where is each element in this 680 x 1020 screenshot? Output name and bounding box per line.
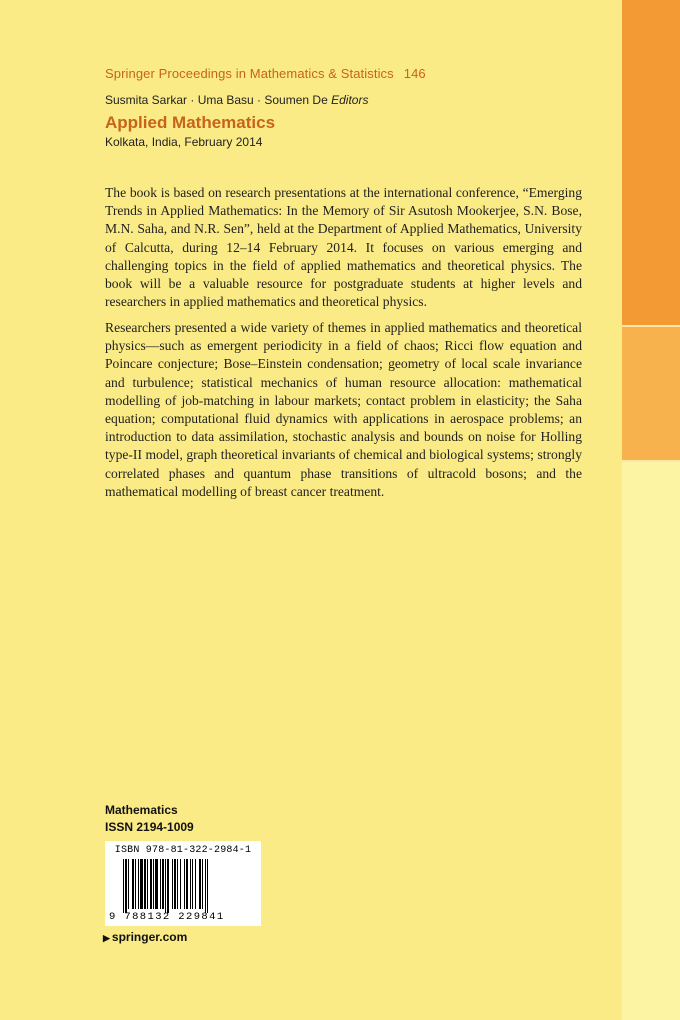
isbn-label: ISBN 978-81-322-2984-1 — [114, 845, 252, 856]
barcode-bar — [125, 859, 127, 913]
book-subtitle: Kolkata, India, February 2014 — [105, 135, 263, 149]
barcode-bar — [199, 859, 201, 909]
barcode-bar — [205, 859, 206, 913]
arrow-icon: ▶ — [103, 933, 110, 943]
publisher-url: springer.com — [111, 930, 188, 944]
book-title: Applied Mathematics — [105, 113, 276, 132]
barcode-bar — [138, 859, 139, 909]
series-volume: 146 — [403, 66, 426, 81]
barcode-bar — [165, 859, 166, 913]
series-line — [105, 66, 426, 81]
barcode-bar — [174, 859, 176, 909]
barcode-bar — [147, 859, 148, 909]
publisher-link[interactable] — [103, 930, 187, 944]
barcode-bar — [207, 859, 208, 913]
stripe-divider — [622, 460, 680, 462]
barcode-bar — [172, 859, 173, 909]
barcode-bar — [184, 859, 185, 909]
barcode-bar — [186, 859, 188, 909]
description-paragraph-1: The book is based on research presentations at the international conference, “Emerging Trends in Applied Mathematics: In the Memory of Sir Asutosh Mookerjee, S.N. Bose, M.N. Saha, and N.R. Sen”, held at the Department of Applied Mathematics, University of Calcutta, during 12–14 February 2014. It focuses on various emerging and challenging topics in the field of applied mathematics and theoretical physics. The book will be a valuable resource for postgraduate students at higher levels and researchers in applied mathematics and theoretical physics. — [105, 185, 582, 310]
stripe-bottom-band — [622, 461, 680, 1020]
barcode-bar — [123, 859, 124, 913]
series-name: Springer Proceedings in Mathematics & Statistics — [105, 66, 394, 81]
issn-label: ISSN 2194-1009 — [105, 820, 194, 834]
stripe-middle-band — [622, 325, 680, 461]
barcode-bar — [135, 859, 136, 909]
editors-line — [105, 93, 368, 107]
barcode-bar — [132, 859, 134, 909]
editor-names: Susmita Sarkar · Uma Basu · Soumen De — [105, 93, 328, 107]
barcode-bar — [153, 859, 154, 909]
ean-digits: 9 788132 229841 — [109, 911, 225, 923]
barcode-bar — [190, 859, 191, 909]
subject-label: Mathematics — [105, 803, 178, 817]
barcode-bar — [177, 859, 178, 909]
barcode-bar — [162, 859, 164, 909]
barcode-bar — [167, 859, 169, 913]
barcode-bar — [180, 859, 181, 909]
color-stripe — [622, 0, 680, 1020]
barcode-bar — [140, 859, 143, 909]
barcode-bar — [192, 859, 193, 909]
barcode — [105, 841, 261, 926]
barcode-bar — [150, 859, 152, 909]
description-paragraph-2: Researchers presented a wide variety of themes in applied mathematics and theoretical physics—such as emergent periodicity in a field of chaos; Ricci flow equation and Poincare conjecture; Bose–Einstein condensation; geometry of local scale invariance and turbulence; statistical mechanics of human resource allocation: mathematical modelling of job-matching in labour markets; contact problem in elasticity; the Saha equation; computational fluid dynamics with applications in aerospace problems; an introduction to data assimilation, stochastic analysis and bounds on noise for Holling type-II model, graph theoretical invariants of chemical and biological systems; strongly correlated phases and quantum phase transitions of ultracold bosons; and the mathematical modelling of breast cancer treatment. — [105, 320, 582, 499]
stripe-divider — [622, 325, 680, 327]
barcode-bar — [160, 859, 161, 909]
barcode-bar — [144, 859, 146, 909]
barcode-bar — [155, 859, 158, 909]
editor-role: Editors — [331, 93, 369, 107]
stripe-top-band — [622, 0, 680, 325]
barcode-bar — [128, 859, 129, 909]
barcode-bar — [202, 859, 203, 909]
barcode-bar — [195, 859, 196, 909]
